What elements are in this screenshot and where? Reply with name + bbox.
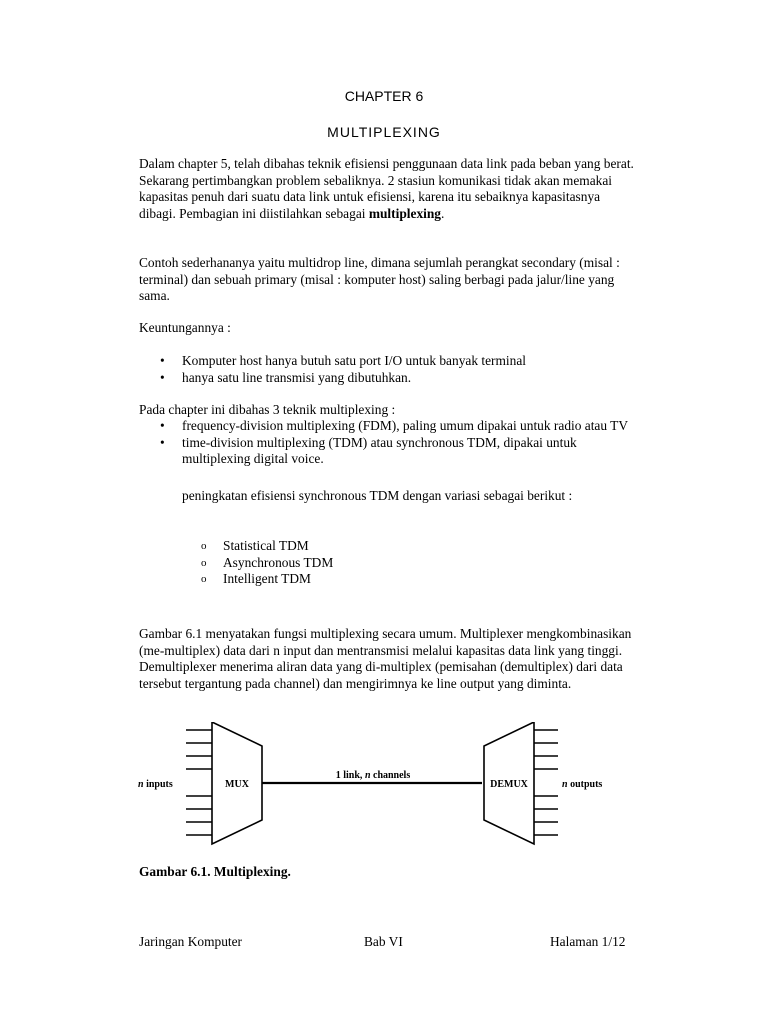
outputs-label: n outputs bbox=[562, 779, 603, 790]
multiplexing-diagram bbox=[130, 722, 630, 847]
list-item: • frequency-division multiplexing (FDM), paling umum dipakai untuk radio atau TV bbox=[160, 418, 630, 435]
intro-paragraph bbox=[139, 156, 639, 222]
multiplexing-term: multiplexing bbox=[368, 205, 441, 221]
intro-line-2-text: Sekarang pertimbangkan problem sebaliknya. 2 stasiun komunikasi tidak akan memakai kapasitas penuh dari suatu data link untuk efisiensi, karena itu sebaiknya kapasitasnya dibagi. Pembagian ini diistilahkan sebagai bbox=[139, 172, 613, 221]
list-item: • Komputer host hanya butuh satu port I/O untuk banyak terminal bbox=[160, 353, 630, 370]
advantages-label: Keuntungannya : bbox=[139, 320, 231, 335]
tdm-variations-list bbox=[201, 538, 501, 588]
demux-label: DEMUX bbox=[490, 779, 528, 790]
inputs-label: n inputs bbox=[138, 779, 173, 790]
chapter-title: MULTIPLEXING bbox=[327, 124, 441, 140]
figure-caption: Gambar 6.1. Multiplexing. bbox=[139, 864, 291, 879]
techniques-list bbox=[160, 418, 630, 468]
multiplexing-diagram-svg bbox=[130, 722, 630, 847]
footer-center: Bab VI bbox=[364, 934, 403, 949]
mux-label: MUX bbox=[225, 779, 249, 790]
list-item: • hanya satu line transmisi yang dibutuhkan. bbox=[160, 370, 630, 387]
intro-line-2-end: . bbox=[441, 205, 445, 221]
list-item: o Statistical TDM bbox=[201, 538, 501, 555]
input-lines bbox=[186, 730, 212, 835]
figure-intro-paragraph: Gambar 6.1 menyatakan fungsi multiplexing secara umum. Multiplexer mengkombinasikan (me-multiplex) data dari n input dan mentransmisi melalui kapasitas data link yang tinggi. Demultiplexer menerima aliran data yang di-multiplex (pemisahan (demultiplex) dari data tersebut tergantung pada channel) dan mengirimnya ke line output yang diminta. bbox=[139, 626, 632, 691]
list-item: o Asynchronous TDM bbox=[201, 555, 501, 572]
advantages-list bbox=[160, 353, 630, 386]
chapter-number: CHAPTER 6 bbox=[344, 88, 424, 104]
list-item: • time-division multiplexing (TDM) atau synchronous TDM, dipakai untuk multiplexing digital voice. bbox=[160, 435, 630, 468]
footer-left: Jaringan Komputer bbox=[139, 934, 243, 949]
intro-line-2 bbox=[139, 173, 639, 223]
example-paragraph: Contoh sederhananya yaitu multidrop line, dimana sejumlah perangkat secondary (misal : terminal) dan sebuah primary (misal : komputer host) saling berbagi pada jalur/line yang sama. bbox=[139, 255, 620, 303]
intro-line-1: Dalam chapter 5, telah dibahas teknik efisiensi penggunaan data link pada beban yang berat. bbox=[139, 156, 634, 171]
link-label: 1 link, n channels bbox=[335, 770, 411, 781]
techniques-note: peningkatan efisiensi synchronous TDM dengan variasi sebagai berikut : bbox=[182, 488, 573, 503]
techniques-intro: Pada chapter ini dibahas 3 teknik multiplexing : bbox=[139, 402, 396, 417]
list-item: o Intelligent TDM bbox=[201, 571, 501, 588]
footer-right: Halaman 1/12 bbox=[550, 934, 626, 949]
output-lines bbox=[534, 730, 558, 835]
